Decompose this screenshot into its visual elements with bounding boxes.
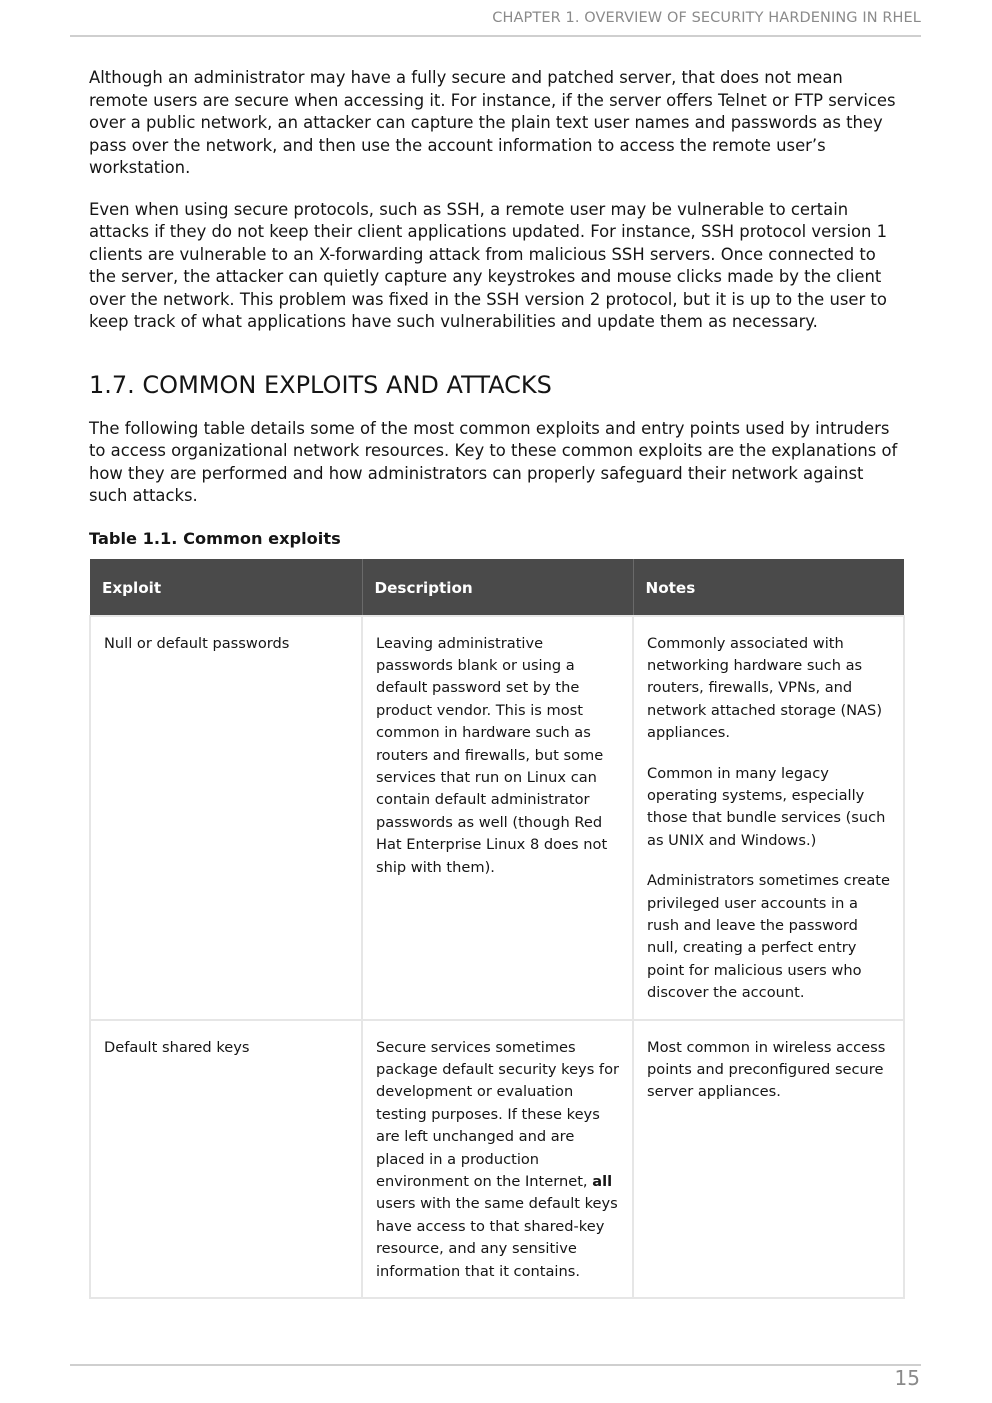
running-header: CHAPTER 1. OVERVIEW OF SECURITY HARDENING IN RHEL — [70, 10, 921, 37]
description-cell — [362, 1020, 633, 1298]
common-exploits-table — [89, 559, 905, 1300]
section-heading: 1.7. COMMON EXPLOITS AND ATTACKS — [89, 370, 552, 399]
table-caption: Table 1.1. Common exploits — [89, 528, 341, 548]
column-header-notes: Notes — [633, 559, 904, 616]
page-content — [89, 67, 904, 1299]
column-header-exploit: Exploit — [90, 559, 362, 616]
note-paragraph: Common in many legacy operating systems, especially those that bundle services (such as UNIX and Windows.) — [647, 764, 886, 849]
description-text: users with the same default keys have access to that shared-key resource, and any sensitive information that it contains. — [376, 1195, 618, 1280]
exploit-cell: Null or default passwords — [90, 616, 362, 1020]
note-paragraph: Most common in wireless access points and preconfigured secure server appliances. — [647, 1038, 886, 1101]
note-paragraph: Commonly associated with networking hardware such as routers, firewalls, VPNs, and network attached storage (NAS) appliances. — [647, 634, 883, 742]
intro-paragraph-1: Although an administrator may have a fully secure and patched server, that does not mean remote users are secure when accessing it. For instance, if the server offers Telnet or FTP services over a public network, an attacker can capture the plain text user names and passwords as they pass over the network, and then use the account information to access the remote user’s workstation. — [89, 68, 896, 177]
footer-rule — [70, 1364, 921, 1366]
section-intro-paragraph: The following table details some of the most common exploits and entry points used by intruders to access organizational network resources. Key to these common exploits are the explanations of how they are performed and how administrators can properly safeguard their network against such attacks. — [89, 418, 898, 505]
page-number: 15 — [894, 1366, 920, 1390]
description-text: Secure services sometimes package default security keys for development or evaluation testing purposes. If these keys are left unchanged and are placed in a production environment on the Internet, — [376, 1038, 619, 1191]
table-header-row — [90, 559, 904, 616]
description-cell: Leaving administrative passwords blank or using a default password set by the product vendor. This is most common in hardware such as routers and firewalls, but some services that run on Linux can contain default administrator passwords as well (though Red Hat Enterprise Linux 8 does not ship with them). — [362, 616, 633, 1020]
emphasis-text: all — [592, 1173, 613, 1191]
notes-cell — [633, 1020, 904, 1298]
table-row — [90, 1020, 904, 1298]
column-header-description: Description — [362, 559, 633, 616]
intro-paragraph-2: Even when using secure protocols, such as SSH, a remote user may be vulnerable to certain attacks if they do not keep their client applications updated. For instance, SSH protocol version 1 clients are vulnerable to an X-forwarding attack from malicious SSH servers. Once connected to the server, the attacker can quietly capture any keystrokes and mouse clicks made by the client over the network. This problem was fixed in the SSH version 2 protocol, but it is up to the user to keep track of what applications have such vulnerabilities and update them as necessary. — [89, 199, 888, 331]
notes-cell — [633, 616, 904, 1020]
note-paragraph: Administrators sometimes create privileged user accounts in a rush and leave the password null, creating a perfect entry point for malicious users who discover the account. — [647, 872, 890, 1002]
table-row — [90, 616, 904, 1020]
exploit-cell: Default shared keys — [90, 1020, 362, 1298]
